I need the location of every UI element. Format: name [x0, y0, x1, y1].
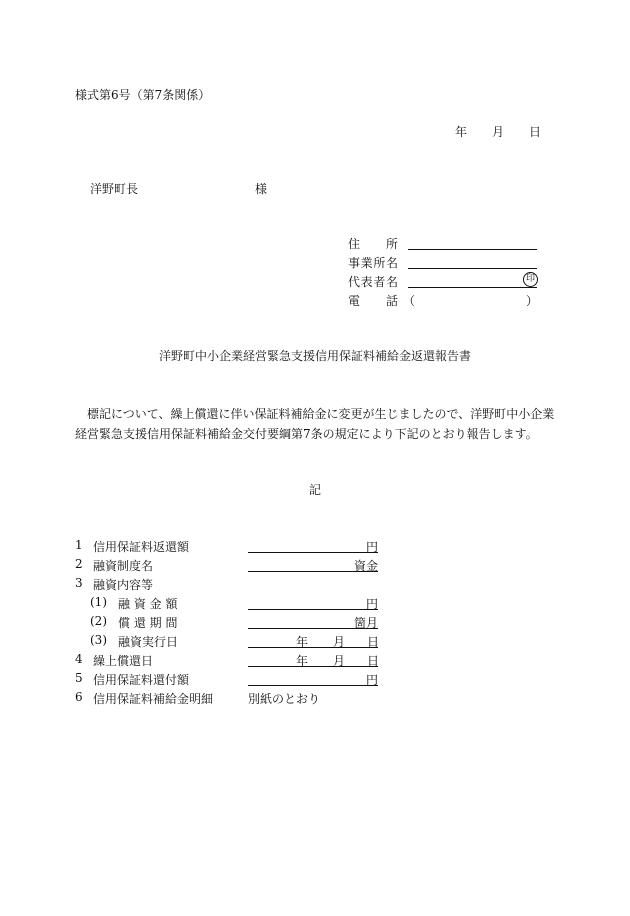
item-1-line — [248, 538, 378, 553]
body-text: 標記について、繰上償還に伴い保証料補給金に変更が生じましたので、洋野町中小企業経営緊急支援信用保証料補給金交付要綱第7条の規定により下記のとおり報告します。 — [75, 407, 555, 441]
item-5-unit: 円 — [366, 673, 379, 687]
item-2-label: 融資制度名 — [93, 559, 154, 573]
document-title: 洋野町中小企業経営緊急支援信用保証料補給金返還報告書 — [158, 349, 471, 363]
office-name-line — [408, 254, 537, 269]
item-4-label: 繰上償還日 — [93, 654, 154, 668]
item-3-2-unit: 箇月 — [354, 616, 379, 630]
item-6-label: 信用保証料補給金明細 — [93, 692, 214, 706]
item-1-unit: 円 — [366, 540, 379, 554]
addressee-name: 洋野町長 — [90, 182, 139, 196]
office-name-label: 事業所名 — [348, 256, 398, 270]
phone-close-paren: ） — [526, 294, 539, 308]
item-1-number: 1 — [75, 538, 83, 552]
address-line — [408, 235, 537, 250]
date-month-label: 月 — [492, 125, 505, 139]
item-3-1-number: (1) — [90, 595, 107, 609]
address-label: 住 所 — [348, 237, 398, 251]
item-5-line — [248, 671, 378, 686]
item-1-label: 信用保証料返還額 — [93, 540, 190, 554]
item-4-line — [248, 652, 378, 667]
item-3-label: 融資内容等 — [93, 578, 154, 592]
item-3-3-line — [248, 633, 378, 648]
item-6-note: 別紙のとおり — [248, 692, 321, 706]
date-year-label: 年 — [455, 125, 468, 139]
form-id: 様式第6号（第7条関係） — [75, 88, 211, 102]
item-3-3-month: 月 — [333, 635, 346, 649]
item-3-1-label: 融 資 金 額 — [118, 597, 178, 611]
item-4-month: 月 — [333, 654, 346, 668]
representative-line — [408, 273, 537, 288]
item-3-2-number: (2) — [90, 614, 107, 628]
item-3-2-label: 償 還 期 間 — [118, 616, 178, 630]
item-2-unit: 資金 — [354, 559, 379, 573]
representative-label: 代表者名 — [348, 275, 398, 289]
item-3-number: 3 — [75, 576, 83, 590]
item-4-number: 4 — [75, 652, 83, 666]
item-3-3-label: 融資実行日 — [118, 635, 179, 649]
item-4-year: 年 — [296, 654, 309, 668]
phone-open-paren: （ — [403, 294, 416, 308]
seal-mark: 印 — [523, 272, 538, 287]
item-5-label: 信用保証料還付額 — [93, 673, 190, 687]
item-3-1-line — [248, 595, 378, 610]
item-2-number: 2 — [75, 557, 83, 571]
ki-heading: 記 — [308, 483, 321, 497]
addressee-honorific: 様 — [255, 182, 268, 196]
item-6-number: 6 — [75, 690, 83, 704]
item-3-3-day: 日 — [367, 635, 380, 649]
phone-label: 電 話 — [348, 294, 398, 308]
date-day-label: 日 — [529, 125, 542, 139]
item-5-number: 5 — [75, 671, 83, 685]
item-4-day: 日 — [367, 654, 380, 668]
item-3-1-unit: 円 — [366, 597, 379, 611]
item-3-3-year: 年 — [296, 635, 309, 649]
item-3-3-number: (3) — [90, 633, 107, 647]
